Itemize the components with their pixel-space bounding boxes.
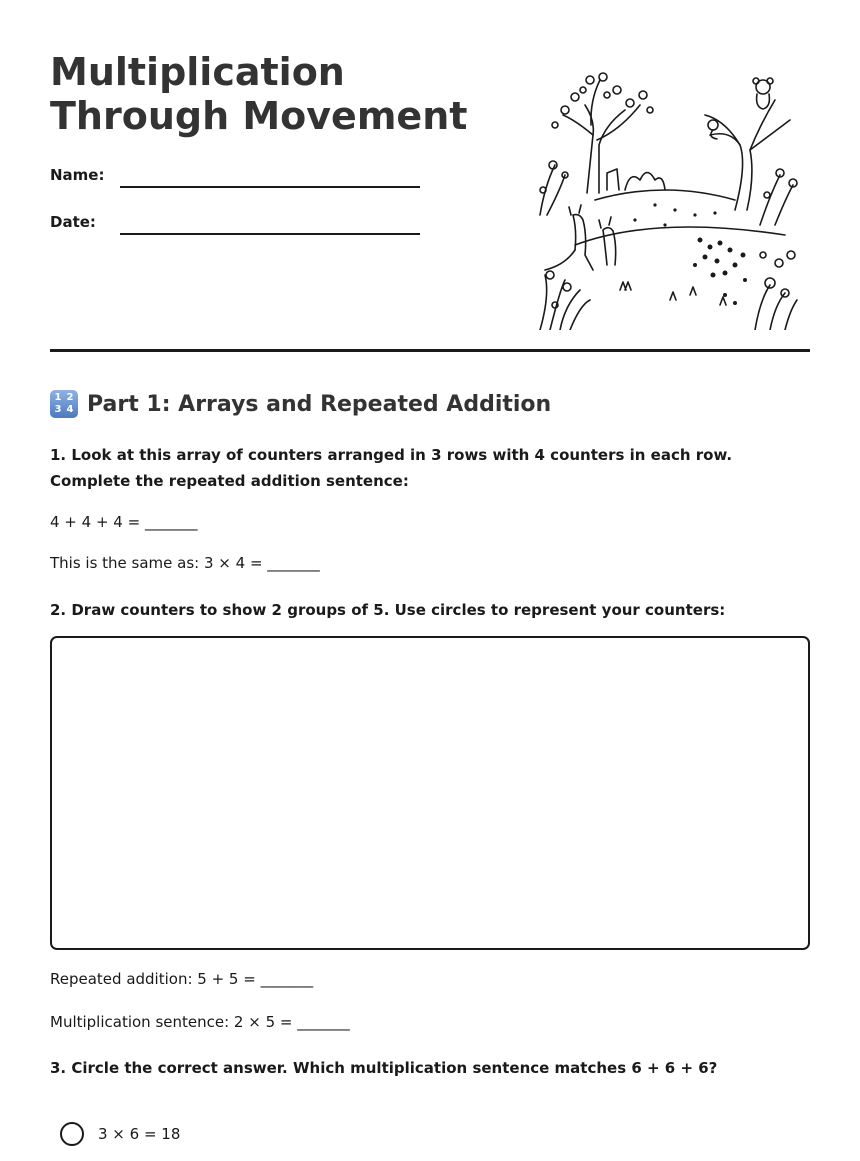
answer-option-label: 3 × 6 = 18	[98, 1125, 181, 1143]
section-title-text: Part 1: Arrays and Repeated Addition	[87, 391, 552, 417]
date-field[interactable]	[120, 233, 420, 235]
worksheet-title: Multiplication Through Movement	[50, 50, 468, 138]
date-label: Date:	[50, 213, 96, 231]
section-title	[50, 388, 551, 420]
question-2-line-2[interactable]: Multiplication sentence: 2 × 5 = _______	[50, 1013, 350, 1031]
question-1-text: 1. Look at this array of counters arranged in 3 rows with 4 counters in each row. Complete the repeated addition sentence:	[50, 446, 733, 490]
question-1-line-2[interactable]: This is the same as: 3 × 4 = _______	[50, 554, 320, 572]
answer-option[interactable]	[60, 1122, 180, 1146]
header-divider	[50, 349, 810, 352]
input-numbers-icon: 1 2 3 4	[50, 390, 78, 418]
question-3-text: 3. Circle the correct answer. Which multiplication sentence matches 6 + 6 + 6?	[50, 1059, 718, 1077]
bush-landscape-illustration	[535, 65, 800, 330]
name-label: Name:	[50, 166, 105, 184]
radio-circle[interactable]	[60, 1122, 84, 1146]
question-2-text: 2. Draw counters to show 2 groups of 5. Use circles to represent your counters:	[50, 601, 726, 619]
worksheet-page	[50, 0, 810, 1161]
question-2-line-1[interactable]: Repeated addition: 5 + 5 = _______	[50, 970, 314, 988]
name-field[interactable]	[120, 186, 420, 188]
question-1-line-1[interactable]: 4 + 4 + 4 = _______	[50, 513, 198, 531]
drawing-box[interactable]	[50, 636, 810, 950]
